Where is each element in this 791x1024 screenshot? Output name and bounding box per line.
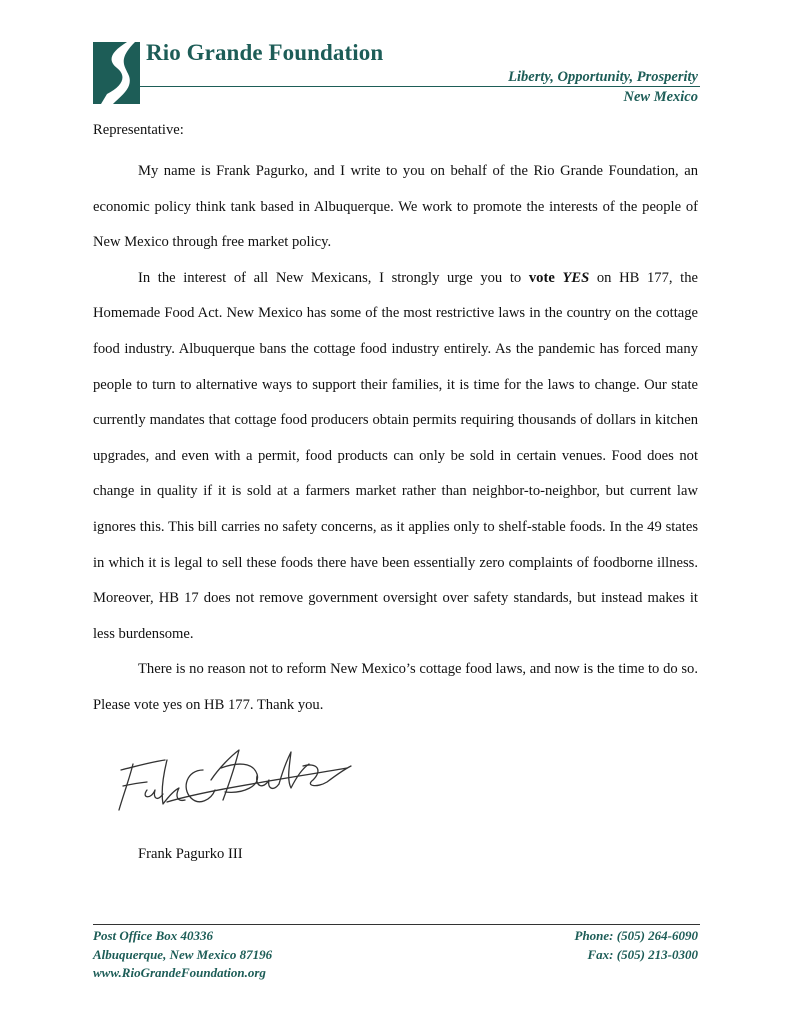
website-link[interactable]: www.RioGrandeFoundation.org	[93, 965, 266, 980]
paragraph-request	[93, 261, 698, 653]
organization-name: Rio Grande Foundation	[146, 40, 384, 65]
request-text-rest: on HB 177, the Homemade Food Act. New Mexico has some of the most restrictive laws in the country on the cottage food industry. Albuquerque bans the cottage food industry entirely. As the pandemic has forced many people to turn to alternative ways to support their families, it is time for the laws to change. Our state currently mandates that cottage food producers obtain permits requiring thousands of dollars in kitchen upgrades, and even with a permit, food products can only be sold in certain venues. Food does not change in quality if it is sold at a farmers market rather than neighbor-to-neighbor, but current law ignores this. This bill carries no safety concerns, as it applies only to shelf-stable foods. In the 49 states in which it is legal to sell these foods there have been essentially zero complaints of foodborne illness. Moreover, HB 17 does not remove government oversight over safety standards, but instead makes it less burdensome.	[93, 269, 698, 642]
handwritten-signature	[107, 740, 352, 822]
paragraph-closing: There is no reason not to reform New Mexico’s cottage food laws, and now is the time to do so. Please vote yes on HB 177. Thank you.	[93, 661, 698, 713]
address-line-1: Post Office Box 40336	[93, 928, 213, 943]
fax-number: Fax: (505) 213-0300	[587, 946, 698, 962]
address-line-2: Albuquerque, New Mexico 87196	[93, 946, 273, 962]
paragraph-intro: My name is Frank Pagurko, and I write to you on behalf of the Rio Grande Foundation, an economic policy think tank based in Albuquerque. We work to promote the interests of the people of New Mexico through free market policy.	[93, 163, 698, 251]
signer-name: Frank Pagurko III	[138, 846, 243, 862]
vote-emphasis	[529, 270, 589, 286]
footer-divider	[93, 924, 700, 925]
tagline: Liberty, Opportunity, Prosperity	[508, 69, 698, 85]
footer-address	[93, 927, 272, 983]
state-label: New Mexico	[623, 89, 698, 105]
header-divider	[140, 86, 700, 87]
yes-word: YES	[562, 269, 590, 286]
phone-number: Phone: (505) 264-6090	[574, 928, 698, 943]
footer-contact	[575, 927, 699, 964]
vote-word: vote	[528, 269, 563, 286]
letter-body	[93, 154, 698, 724]
salutation: Representative:	[93, 122, 184, 138]
request-text-start: In the interest of all New Mexicans, I strongly urge you to	[138, 269, 529, 286]
foundation-logo	[93, 42, 140, 104]
